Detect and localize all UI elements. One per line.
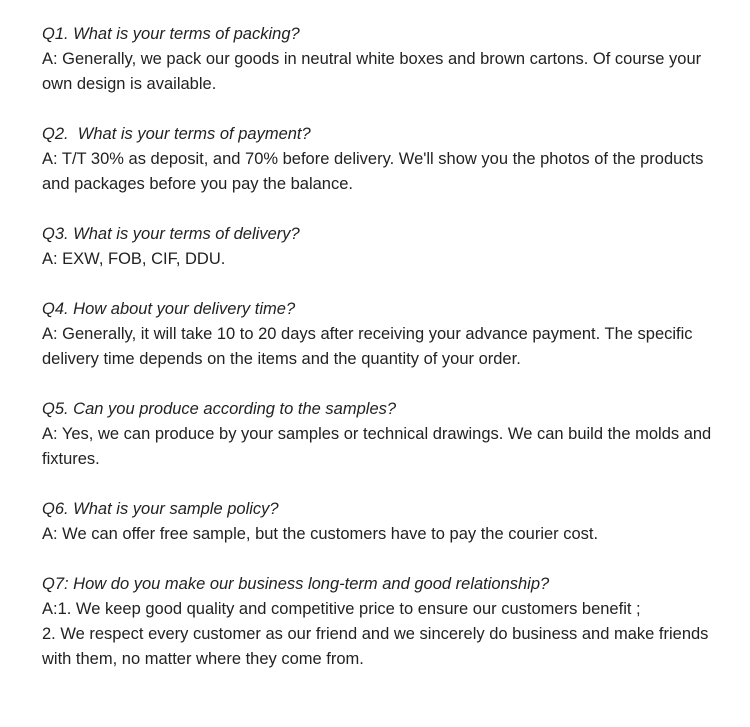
faq-list — [42, 22, 732, 672]
faq-question: Q1. What is your terms of packing? — [42, 25, 300, 43]
faq-item-3 — [42, 222, 732, 272]
faq-question: Q5. Can you produce according to the samples? — [42, 400, 397, 418]
faq-answer — [42, 522, 732, 547]
faq-question: Q2. What is your terms of payment? — [42, 125, 311, 143]
faq-answer — [42, 597, 732, 672]
faq-answer — [42, 147, 732, 197]
faq-question: Q6. What is your sample policy? — [42, 500, 279, 518]
faq-answer-line: A: EXW, FOB, CIF, DDU. — [42, 250, 226, 268]
faq-answer — [42, 247, 732, 272]
faq-item-7 — [42, 572, 732, 672]
faq-answer-line: A: We can offer free sample, but the customers have to pay the courier cost. — [42, 525, 599, 543]
faq-answer-line: A:1. We keep good quality and competitive price to ensure our customers benefit ; — [42, 600, 641, 618]
faq-answer-line: A: Yes, we can produce by your samples or technical drawings. We can build the molds and fixtures. — [42, 425, 712, 468]
faq-answer — [42, 322, 732, 372]
faq-answer-line: A: T/T 30% as deposit, and 70% before delivery. We'll show you the photos of the products and packages before you pay the balance. — [42, 150, 704, 193]
faq-item-1 — [42, 22, 732, 97]
faq-item-5 — [42, 397, 732, 472]
faq-item-6 — [42, 497, 732, 547]
faq-answer — [42, 47, 732, 97]
faq-question: Q3. What is your terms of delivery? — [42, 225, 300, 243]
faq-question: Q4. How about your delivery time? — [42, 300, 296, 318]
faq-answer-line: 2. We respect every customer as our friend and we sincerely do business and make friends with them, no matter where they come from. — [42, 625, 709, 668]
faq-question: Q7: How do you make our business long-term and good relationship? — [42, 575, 550, 593]
faq-answer-line: A: Generally, we pack our goods in neutral white boxes and brown cartons. Of course your own design is available. — [42, 50, 702, 93]
faq-answer — [42, 422, 732, 472]
faq-answer-line: A: Generally, it will take 10 to 20 days after receiving your advance payment. The specific delivery time depends on the items and the quantity of your order. — [42, 325, 693, 368]
faq-item-4 — [42, 297, 732, 372]
faq-item-2 — [42, 122, 732, 197]
